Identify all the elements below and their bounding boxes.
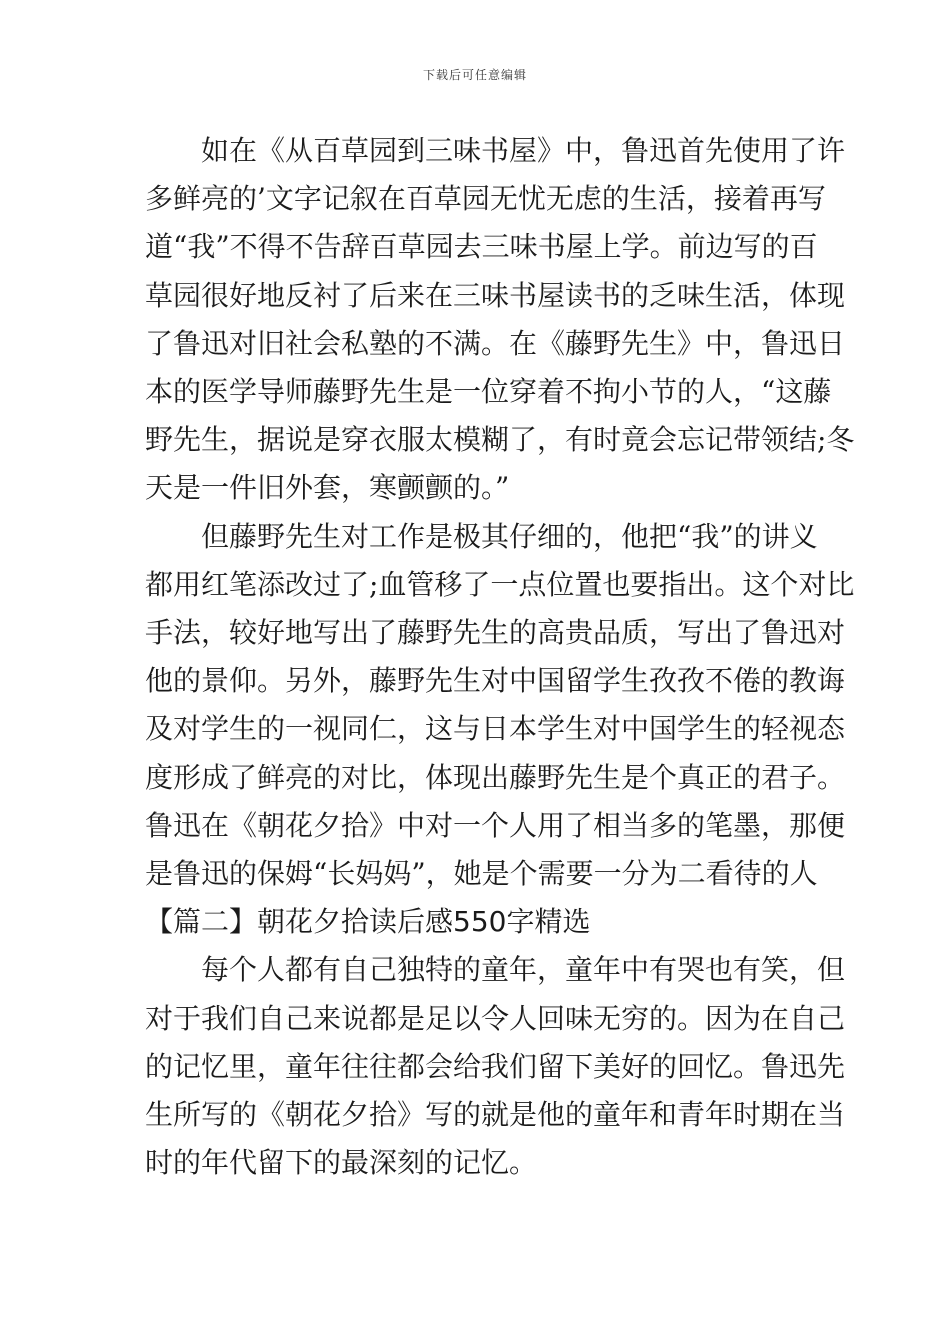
body-text: [145, 127, 855, 1187]
text-line: 道“我”不得不告辞百草园去三味书屋上学。前边写的百: [145, 230, 818, 264]
text-line: 是鲁迅的保姆“长妈妈”，她是个需要一分为二看待的人: [145, 857, 818, 891]
text-line: 多鲜亮的’文字记叙在百草园无忧无虑的生活，接着再写: [145, 182, 826, 216]
header-note: 下载后可任意编辑: [422, 68, 527, 82]
text-line: 时的年代留下的最深刻的记忆。: [145, 1146, 538, 1180]
text-line: 天是一件旧外套，寒颤颤的。”: [145, 471, 510, 505]
text-line: 了鲁迅对旧社会私塾的不满。在《藤野先生》中，鲁迅日: [145, 326, 846, 360]
text-line: 每个人都有自己独特的童年，童年中有哭也有笑，但: [201, 953, 846, 987]
text-line: 野先生，据说是穿衣服太模糊了，有时竟会忘记带领结;冬: [145, 423, 855, 457]
section-heading: 【篇二】朝花夕拾读后感550字精选: [145, 905, 591, 939]
text-line: 生所写的《朝花夕拾》写的就是他的童年和青年时期在当: [145, 1098, 846, 1132]
text-line: 度形成了鲜亮的对比，体现出藤野先生是个真正的君子。: [145, 760, 846, 794]
text-line: 如在《从百草园到三味书屋》中，鲁迅首先使用了许: [201, 134, 846, 167]
paragraph-3: [145, 946, 846, 1187]
text-line: 对于我们自己来说都是足以令人回味无穷的。因为在自己: [145, 1001, 846, 1035]
paragraph-2: [145, 513, 855, 899]
text-line: 鲁迅在《朝花夕拾》中对一个人用了相当多的笔墨，那便: [145, 808, 846, 842]
text-line: 本的医学导师藤野先生是一位穿着不拘小节的人，“这藤: [145, 375, 832, 409]
text-line: 他的景仰。另外，藤野先生对中国留学生孜孜不倦的教诲: [145, 664, 846, 698]
text-line: 都用红笔添改过了;血管移了一点位置也要指出。这个对比: [145, 567, 855, 601]
text-line: 但藤野先生对工作是极其仔细的，他把“我”的讲义: [201, 519, 818, 553]
paragraph-1: [145, 127, 855, 513]
text-line: 草园很好地反衬了后来在三味书屋读书的乏味生活，体现: [145, 278, 846, 312]
text-line: 的记忆里，童年往往都会给我们留下美好的回忆。鲁迅先: [145, 1049, 846, 1083]
text-line: 手法，较好地写出了藤野先生的高贵品质，写出了鲁迅对: [145, 616, 846, 650]
text-line: 及对学生的一视同仁，这与日本学生对中国学生的轻视态: [145, 712, 846, 746]
